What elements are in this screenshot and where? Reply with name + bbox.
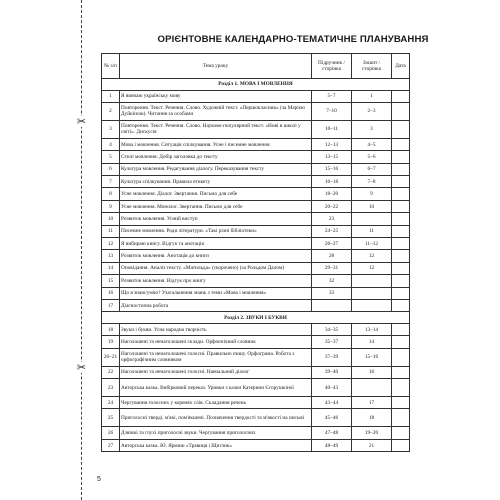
textbook-pages: 45–46 [312,409,352,427]
lesson-date [392,348,410,366]
lesson-date [392,138,410,150]
workbook-pages [352,213,392,225]
lesson-date [392,188,410,200]
lesson-number: 25 [102,409,120,427]
lesson-topic: Розвиток мовлення. Відгук про книгу [120,275,312,287]
lesson-topic: Мова і мовлення. Ситуація спілкування. Усне і писемне мовлення [120,138,312,150]
table-row [102,348,410,366]
lesson-number: 13 [102,250,120,262]
lesson-topic: Наголошені та ненаголошені голосні. Правильно пишу. Орфограма. Робота з орфографічним словником [120,348,312,366]
textbook-pages: 5–7 [312,90,352,102]
lesson-topic: Я вибираю книгу. Відгук та анотація [120,238,312,250]
lesson-topic: Звуки і букви. Усна народна творчість [120,323,312,335]
lesson-date [392,250,410,262]
lesson-date [392,379,410,397]
table-row [102,225,410,237]
lesson-number: 4 [102,138,120,150]
textbook-pages: 10–11 [312,120,352,138]
textbook-pages: 18–20 [312,188,352,200]
lesson-date [392,90,410,102]
textbook-pages: 15–16 [312,163,352,175]
lesson-topic: Наголошені та ненаголошені голосні. Навчальний діалог [120,366,312,378]
table-header [102,54,410,79]
lesson-number: 2 [102,102,120,120]
lesson-number: 1 [102,90,120,102]
lesson-topic: Писемне мовлення. Роди літератури. «Такі різні бібліотеки» [120,225,312,237]
lesson-number: 24 [102,397,120,409]
table-row [102,238,410,250]
lesson-number: 23 [102,379,120,397]
lesson-topic: Повторення. Текст. Речення. Слово. Художній текст. «Першокласник» (за Марією Дуйкіною). Читання за особами [120,102,312,120]
header-textbook: Підручник / сторінка [312,54,352,79]
scissors-icon: ✂ [76,361,87,374]
lesson-date [392,409,410,427]
workbook-pages [352,379,392,397]
table-row [102,151,410,163]
cut-line [81,0,82,500]
workbook-pages: 19–20 [352,427,392,439]
lesson-topic: Усне мовлення. Діалог. Звертання. Письмо для себе [120,188,312,200]
textbook-pages: 24–25 [312,225,352,237]
lesson-number: 7 [102,176,120,188]
section-title: Розділ 1. МОВА І МОВЛЕННЯ [102,79,410,91]
section-title: Розділ 2. ЗВУКИ І БУКВИ [102,312,410,324]
textbook-pages: 32 [312,275,352,287]
lesson-topic: Що я знаю/умію? Узагальнення знань з теми «Мова і мовлення» [120,287,312,299]
workbook-pages: 5–6 [352,151,392,163]
lesson-date [392,151,410,163]
textbook-pages: 7–10 [312,102,352,120]
table-row [102,366,410,378]
lesson-date [392,238,410,250]
lesson-number: 26 [102,427,120,439]
workbook-pages: 21 [352,439,392,451]
table-row [102,427,410,439]
workbook-pages: 12 [352,262,392,274]
lesson-date [392,262,410,274]
workbook-pages [352,299,392,311]
lesson-date [392,439,410,451]
section-row [102,79,410,91]
lesson-date [392,427,410,439]
table-row [102,163,410,175]
textbook-pages: 29–31 [312,262,352,274]
workbook-pages: 17 [352,397,392,409]
textbook-pages: 13–15 [312,151,352,163]
workbook-pages: 3 [352,120,392,138]
lesson-topic: Наголошені та ненаголошені склади. Орфоепічний словник [120,336,312,348]
lesson-topic: Дзвінкі та глухі приголосні звуки. Чергування приголосних [120,427,312,439]
lesson-number: 16 [102,287,120,299]
textbook-pages: 47–48 [312,427,352,439]
workbook-pages [352,287,392,299]
table-row [102,176,410,188]
workbook-pages: 14 [352,336,392,348]
plan-table [101,53,410,452]
table-row [102,379,410,397]
page-title: ОРІЄНТОВНЕ КАЛЕНДАРНО-ТЕМАТИЧНЕ ПЛАНУВАННЯ [157,34,429,45]
lesson-topic: Культура мовлення. Редагування діалогу. Переказування тексту [120,163,312,175]
page-number: 5 [97,476,101,483]
section-row [102,312,410,324]
lesson-date [392,287,410,299]
workbook-pages: 9 [352,188,392,200]
table-row [102,299,410,311]
header-num: № з/п [102,54,120,79]
lesson-topic: Розвиток мовлення. Усний виступ [120,213,312,225]
lesson-date [392,275,410,287]
lesson-date [392,336,410,348]
textbook-pages: 40–43 [312,379,352,397]
scissors-icon: ✂ [76,115,87,128]
table-row [102,188,410,200]
table-row [102,336,410,348]
lesson-topic: Стилі мовлення. Добір заголовка до тексту [120,151,312,163]
lesson-number: 5 [102,151,120,163]
lesson-date [392,397,410,409]
table-row [102,275,410,287]
lesson-number: 17 [102,299,120,311]
lesson-topic: Повторення. Текст. Речення. Слово. Науково-популярний текст. «Нові в школі у світі». Дискусія [120,120,312,138]
workbook-pages: 12 [352,250,392,262]
table-row [102,120,410,138]
table-row [102,90,410,102]
textbook-pages: 33 [312,287,352,299]
workbook-pages: 2–3 [352,102,392,120]
lesson-date [392,120,410,138]
lesson-topic: Оповідання. Аналіз тексту. «Матильда» (скорочено) (за Рольдом Далом) [120,262,312,274]
workbook-pages: 18 [352,409,392,427]
textbook-pages: 23 [312,213,352,225]
header-date: Дата [392,54,410,79]
lesson-topic: Діагностична робота [120,299,312,311]
lesson-topic: Чергування голосних у коренях слів. Складання речень [120,397,312,409]
table-row [102,102,410,120]
workbook-pages: 11 [352,225,392,237]
textbook-pages: 20–22 [312,200,352,212]
textbook-pages: 35–37 [312,336,352,348]
workbook-pages: 16 [352,366,392,378]
table-row [102,200,410,212]
lesson-number: 6 [102,163,120,175]
workbook-pages: 11–12 [352,238,392,250]
lesson-date [392,176,410,188]
workbook-pages: 1 [352,90,392,102]
lesson-topic: Авторська казка. Ю. Ярмиш «Травиця і Щиглик» [120,439,312,451]
lesson-topic: Я вивчаю українську мову [120,90,312,102]
textbook-pages: 26–27 [312,238,352,250]
lesson-date [392,213,410,225]
textbook-pages: 28 [312,250,352,262]
lesson-date [392,163,410,175]
table-row [102,409,410,427]
lesson-number: 20–21 [102,348,120,366]
workbook-pages: 10 [352,200,392,212]
lesson-topic: Авторська казка. Вибірковий переказ. Уривки з казки Катерини Єгорушкіної [120,379,312,397]
lesson-date [392,200,410,212]
textbook-pages: 37–39 [312,348,352,366]
lesson-date [392,299,410,311]
lesson-number: 9 [102,200,120,212]
table-row [102,262,410,274]
lesson-date [392,323,410,335]
header-topic: Тема уроку [120,54,312,79]
header-workbook: Зошит / сторінка [352,54,392,79]
textbook-pages [312,299,352,311]
table-row [102,397,410,409]
lesson-number: 14 [102,262,120,274]
textbook-pages: 34–35 [312,323,352,335]
lesson-number: 8 [102,188,120,200]
lesson-date [392,102,410,120]
workbook-pages: 4–5 [352,138,392,150]
lesson-number: 12 [102,238,120,250]
lesson-number: 18 [102,323,120,335]
table-row [102,250,410,262]
lesson-number: 15 [102,275,120,287]
lesson-topic: Розвиток мовлення. Анотація до книги [120,250,312,262]
lesson-number: 11 [102,225,120,237]
lesson-number: 3 [102,120,120,138]
lesson-topic: Приголосні тверді, м'які, пом'якшені. Позначення твердості та м'якості на письмі [120,409,312,427]
table-row [102,323,410,335]
textbook-pages: 43–44 [312,397,352,409]
workbook-pages: 6–7 [352,163,392,175]
lesson-number: 10 [102,213,120,225]
workbook-pages: 7–8 [352,176,392,188]
table-row [102,138,410,150]
table-row [102,439,410,451]
table-row [102,287,410,299]
lesson-number: 22 [102,366,120,378]
table-row [102,213,410,225]
lesson-topic: Усне мовлення. Монолог. Звертання. Письмо для себе [120,200,312,212]
workbook-pages: 13–14 [352,323,392,335]
lesson-date [392,366,410,378]
lesson-number: 27 [102,439,120,451]
textbook-pages: 16–18 [312,176,352,188]
lesson-date [392,225,410,237]
workbook-pages: 15–16 [352,348,392,366]
textbook-pages: 39–40 [312,366,352,378]
lesson-topic: Культура спілкування. Правила етикету [120,176,312,188]
textbook-pages: 48–49 [312,439,352,451]
lesson-number: 19 [102,336,120,348]
textbook-pages: 12–13 [312,138,352,150]
workbook-pages [352,275,392,287]
